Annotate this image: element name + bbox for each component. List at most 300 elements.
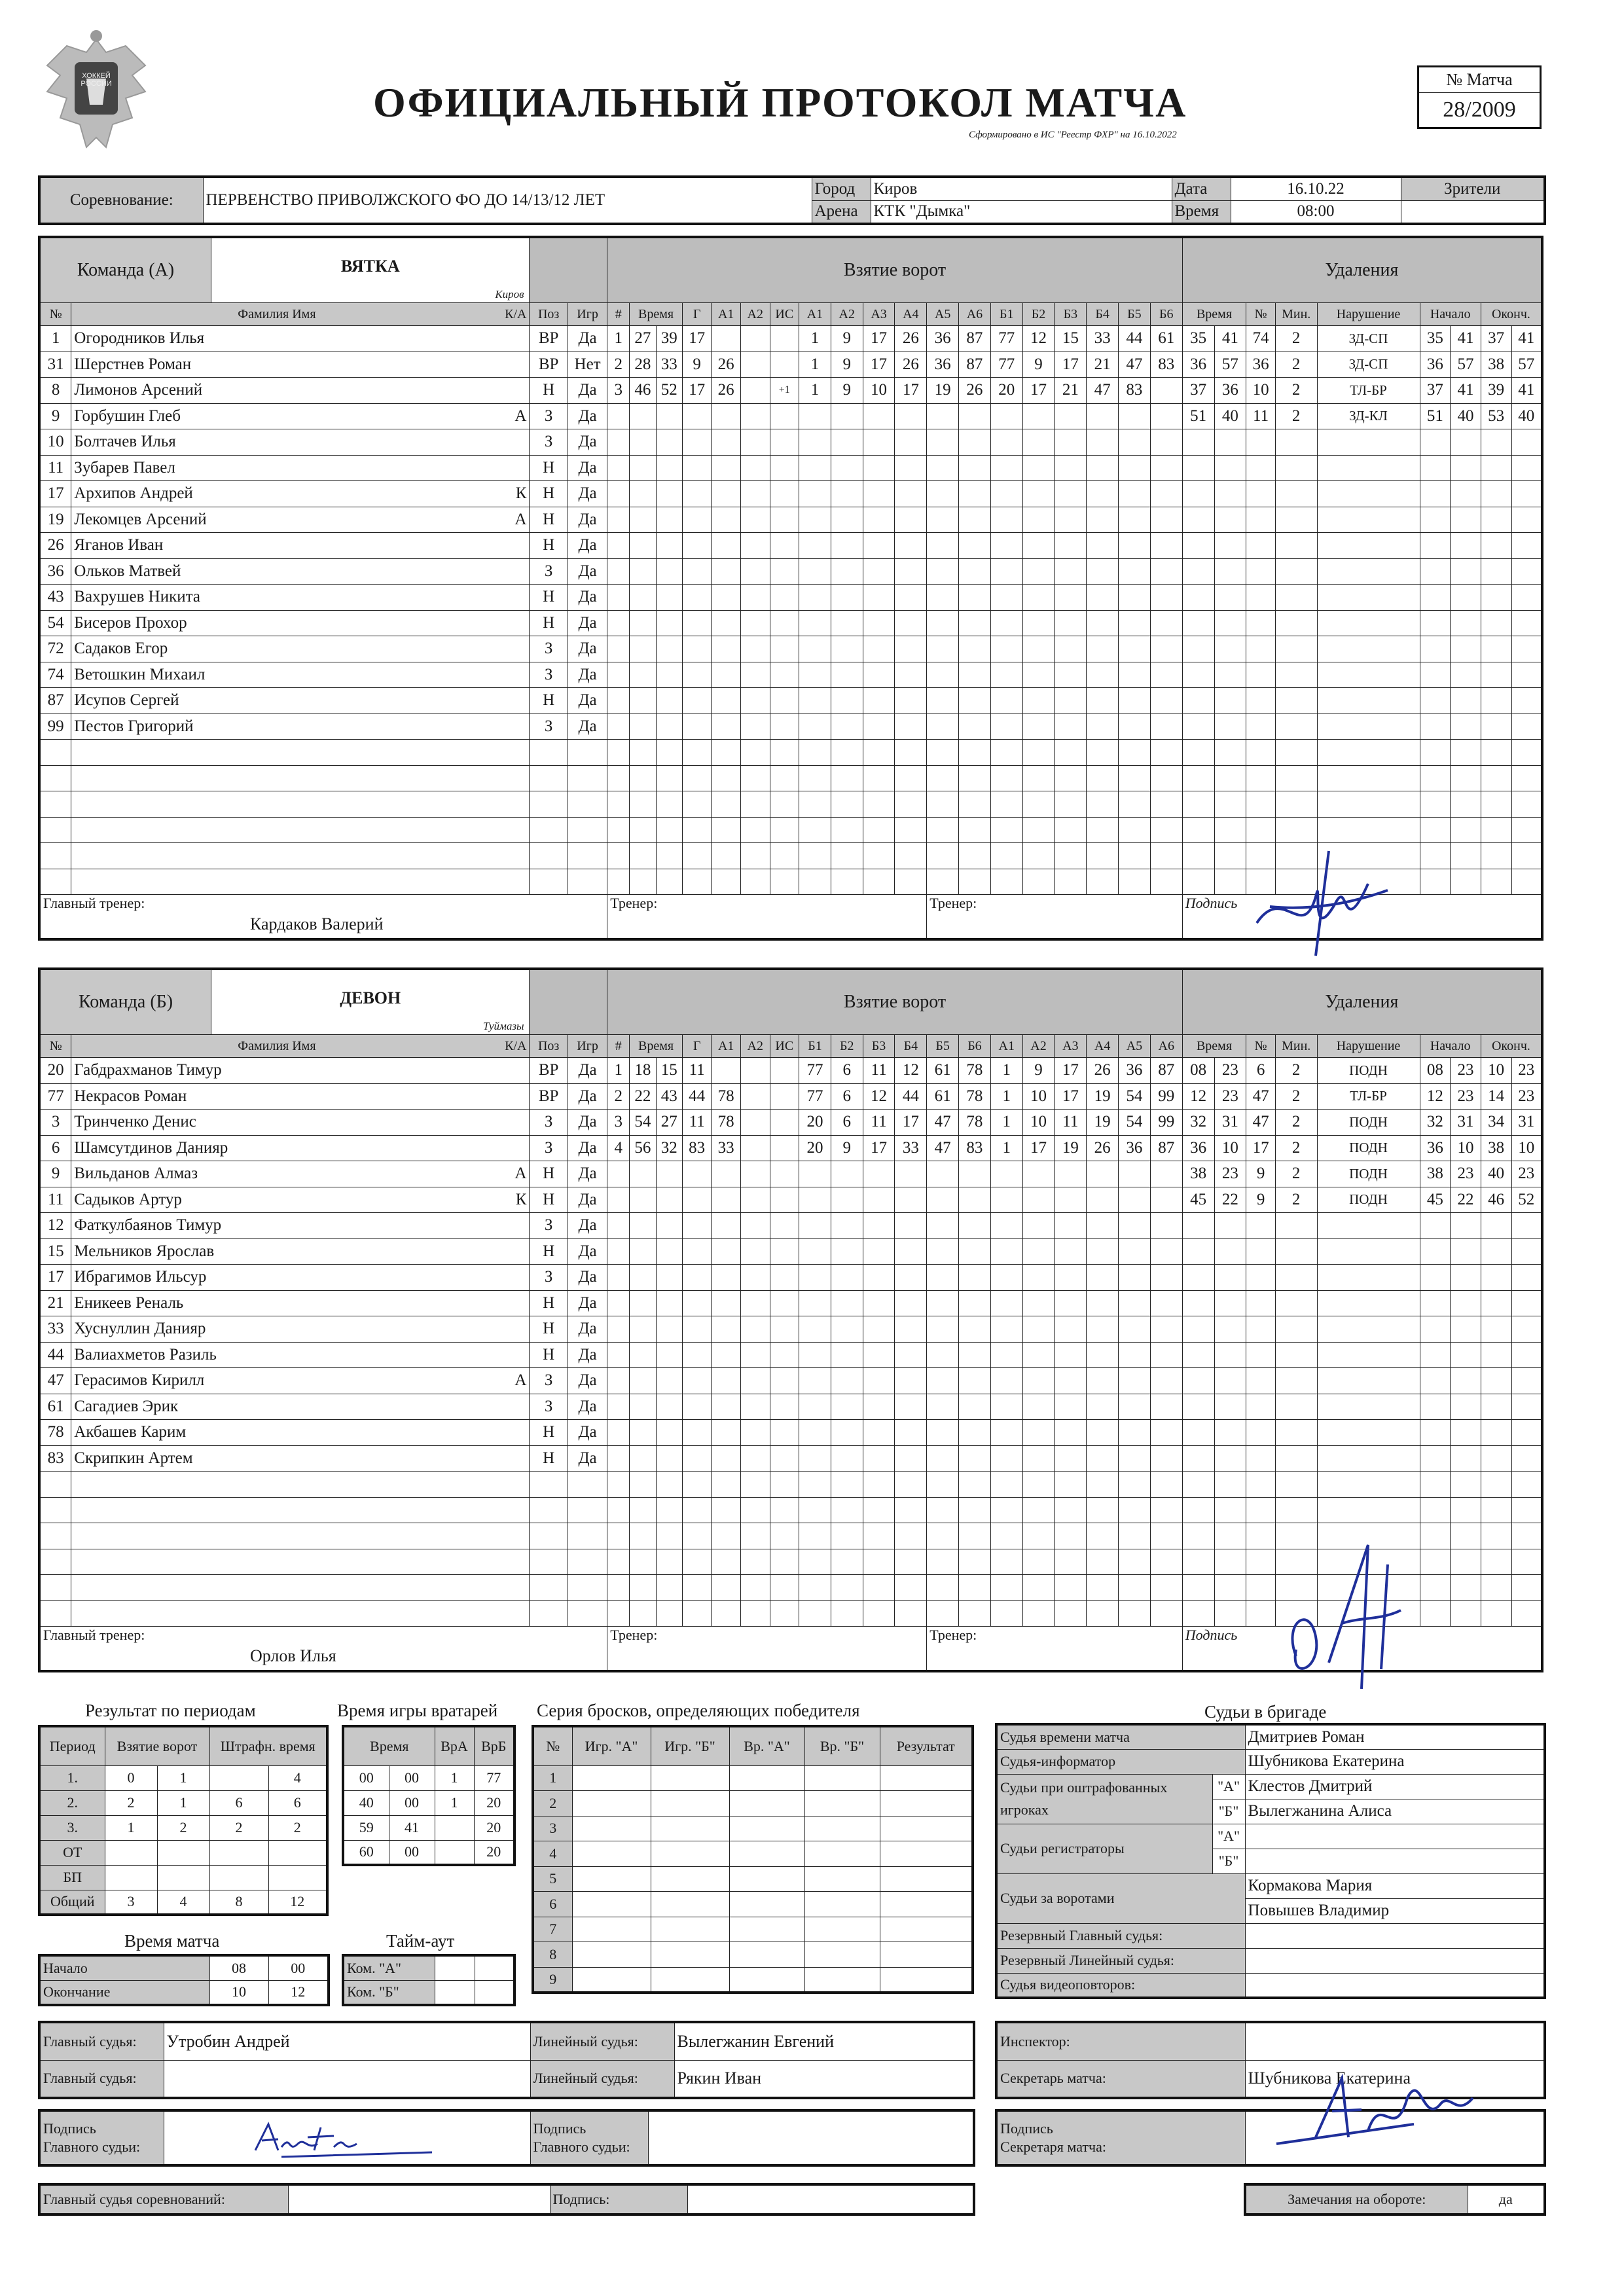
pen-ss: 10 — [1451, 1135, 1481, 1161]
goal-onice-opp: 15 — [1055, 326, 1087, 352]
pen-no: 9 — [1246, 1187, 1276, 1213]
player-pos: З — [530, 1394, 568, 1420]
goalie-min: 60 — [343, 1840, 389, 1865]
table-row — [39, 1135, 1542, 1161]
penalty-a-tag: "А" — [1212, 1774, 1245, 1799]
remarks-label: Замечания на обороте: — [1245, 2184, 1468, 2214]
penalty-b-tag: "Б" — [1212, 1799, 1245, 1824]
referees-table — [995, 1723, 1546, 1999]
goal-onice-opp: 1 — [990, 1058, 1022, 1084]
goal-onice-own: 83 — [959, 1135, 991, 1161]
period-pen-a: 8 — [209, 1890, 268, 1915]
page-title: ОФИЦИАЛЬНЫЙ ПРОТОКОЛ МАТЧА — [373, 79, 1187, 126]
player-pos: Н — [530, 378, 568, 404]
goal-a2 — [740, 1083, 770, 1110]
timekeeper-label: Судья времени матча — [996, 1724, 1245, 1749]
player-played: Да — [568, 481, 607, 507]
goalie-a — [435, 1815, 474, 1840]
col-pen-end: Оконч. — [1481, 303, 1542, 326]
penalty-judge-a: Клестов Дмитрий — [1245, 1774, 1545, 1799]
pen-m: 38 — [1182, 1161, 1214, 1187]
player-no: 47 — [39, 1368, 71, 1394]
col-onice-own: Б5 — [927, 1035, 959, 1058]
col-onice-opp: А2 — [1022, 1035, 1055, 1058]
table-row — [39, 533, 1542, 559]
pen-m: 08 — [1182, 1058, 1214, 1084]
player-played: Да — [568, 662, 607, 688]
player-no: 78 — [39, 1420, 71, 1446]
shootout-col: Результат — [880, 1726, 973, 1765]
goalie-min: 40 — [343, 1790, 389, 1815]
col-pen-violation: Нарушение — [1317, 303, 1420, 326]
team_b-coach: Тренер: — [607, 1627, 927, 1671]
period-name: 2. — [39, 1790, 105, 1815]
pen-sm: 37 — [1420, 378, 1451, 404]
player-no: 20 — [39, 1058, 71, 1084]
period-pen-b — [268, 1840, 327, 1865]
goal-onice-own: 20 — [799, 1135, 831, 1161]
goal-onice-own: 77 — [799, 1083, 831, 1110]
match-number-box — [1417, 65, 1542, 129]
goal-onice-own: 87 — [959, 326, 991, 352]
goal-is — [770, 1083, 799, 1110]
pen-ss: 57 — [1451, 352, 1481, 378]
pen-es: 23 — [1511, 1058, 1542, 1084]
table-row — [533, 1841, 973, 1867]
table-row — [39, 1765, 327, 1790]
player-no: 33 — [39, 1316, 71, 1343]
col-onice-opp: А1 — [990, 1035, 1022, 1058]
remarks-value: да — [1468, 2184, 1545, 2214]
goal-onice-opp: 17 — [1022, 1135, 1055, 1161]
pen-m: 45 — [1182, 1187, 1214, 1213]
goal-onice-opp: 19 — [1087, 1083, 1119, 1110]
goal-is — [770, 1135, 799, 1161]
team_a-name: ВЯТКА — [340, 257, 400, 276]
player-name: Шерстнев Роман — [71, 352, 530, 378]
table-row — [39, 740, 1542, 766]
logo — [41, 26, 152, 160]
goal-onice-opp: 54 — [1119, 1083, 1151, 1110]
player-no: 31 — [39, 352, 71, 378]
goal-onice-own: 9 — [831, 1135, 863, 1161]
pen-no: 11 — [1246, 403, 1276, 429]
player-played: Да — [568, 378, 607, 404]
goal-is — [770, 1110, 799, 1136]
player-name: Вахрушев Никита — [71, 585, 530, 611]
goalie-sec: 00 — [389, 1790, 435, 1815]
col-pos: Поз — [530, 303, 568, 326]
col-goal-a1: А1 — [712, 1035, 741, 1058]
player-pos: ВР — [530, 1083, 568, 1110]
pen-violation: ЗД-СП — [1317, 326, 1420, 352]
goal-g: 11 — [682, 1110, 712, 1136]
spectators-label: Зрители — [1401, 177, 1545, 200]
pen-s: 23 — [1214, 1058, 1246, 1084]
goal-onice-opp: 36 — [1119, 1058, 1151, 1084]
goalie-sec: 41 — [389, 1815, 435, 1840]
goal-onice-own: 17 — [895, 1110, 927, 1136]
col-onice-own: А4 — [895, 303, 927, 326]
goal-g: 11 — [682, 1058, 712, 1084]
goal-onice-opp: 21 — [1087, 352, 1119, 378]
match-time-table — [38, 1954, 330, 2006]
goal-onice-own: 36 — [927, 352, 959, 378]
col-pen-min: Мин. — [1275, 303, 1317, 326]
goal-onice-opp: 1 — [990, 1083, 1022, 1110]
pen-m: 36 — [1182, 1135, 1214, 1161]
col-onice-opp: Б4 — [1087, 303, 1119, 326]
goalie-b: 77 — [474, 1765, 514, 1790]
table-row — [39, 558, 1542, 585]
secretary-signature — [1270, 2059, 1479, 2163]
player-name: Исупов Сергей — [71, 688, 530, 714]
competition-label: Соревнование: — [39, 177, 203, 224]
table-row — [39, 791, 1542, 818]
player-name: Герасимов Кирилл А — [71, 1368, 530, 1394]
team_a-header — [39, 237, 530, 303]
goal-a1 — [712, 326, 741, 352]
goal-onice-own: 87 — [959, 352, 991, 378]
goal-m: 27 — [630, 326, 656, 352]
pen-no: 9 — [1246, 1161, 1276, 1187]
player-no: 10 — [39, 429, 71, 456]
goal-onice-opp: 19 — [1087, 1110, 1119, 1136]
table-row — [533, 1942, 973, 1968]
goalie-min: 59 — [343, 1815, 389, 1840]
player-no: 3 — [39, 1110, 71, 1136]
period-goals-b: 4 — [157, 1890, 209, 1915]
table-row — [39, 585, 1542, 611]
goal-onice-own: 17 — [863, 352, 895, 378]
table-row — [39, 1420, 1542, 1446]
player-name: Пестов Григорий — [71, 714, 530, 740]
pen-sm: 36 — [1420, 1135, 1451, 1161]
player-name: Лимонов Арсений — [71, 378, 530, 404]
time-label: Время — [1172, 200, 1231, 224]
table-row — [533, 1765, 973, 1791]
table-row — [39, 688, 1542, 714]
player-played: Да — [568, 714, 607, 740]
pen-es: 23 — [1511, 1161, 1542, 1187]
goal-s: 27 — [656, 1110, 682, 1136]
table-row — [39, 817, 1542, 843]
penalty-judge-b: Вылегжанина Алиса — [1245, 1799, 1545, 1824]
pen-s: 40 — [1214, 403, 1246, 429]
player-played: Да — [568, 1445, 607, 1472]
shootout-table — [532, 1725, 974, 1994]
col-goals: Взятие ворот — [105, 1726, 209, 1765]
period-name: БП — [39, 1865, 105, 1890]
table-row — [343, 1840, 514, 1865]
pen-m: 51 — [1182, 403, 1214, 429]
goal-a1: 78 — [712, 1110, 741, 1136]
goal-onice-own: 19 — [927, 378, 959, 404]
secretary-label: Секретарь матча: — [996, 2060, 1245, 2098]
date-label: Дата — [1172, 177, 1231, 200]
pen-es: 57 — [1511, 352, 1542, 378]
table-row — [39, 1161, 1542, 1187]
table-row — [39, 1815, 327, 1840]
date: 16.10.22 — [1231, 177, 1401, 200]
player-no: 72 — [39, 636, 71, 662]
city: Киров — [871, 177, 1172, 200]
goal-a2 — [740, 1110, 770, 1136]
col-goal-a2: А2 — [740, 303, 770, 326]
col-pen-start: Начало — [1420, 1035, 1481, 1058]
table-row — [343, 1765, 514, 1790]
table-row — [39, 1790, 327, 1815]
goal-a1: 78 — [712, 1083, 741, 1110]
period-pen-b — [268, 1865, 327, 1890]
pen-ss: 41 — [1451, 326, 1481, 352]
pen-min: 2 — [1275, 1187, 1317, 1213]
col-onice-opp: А3 — [1055, 1035, 1087, 1058]
pen-sm: 45 — [1420, 1187, 1451, 1213]
player-pos: Н — [530, 585, 568, 611]
period-goals-a: 1 — [105, 1815, 157, 1840]
info-bar — [38, 175, 1546, 225]
team_a-goals-title: Взятие ворот — [607, 237, 1182, 303]
player-name: Лекомцев Арсений А — [71, 507, 530, 533]
goal-onice-opp: 44 — [1119, 326, 1151, 352]
timekeeper: Дмитриев Роман — [1245, 1724, 1545, 1749]
goal-s: 15 — [656, 1058, 682, 1084]
player-pos: Н — [530, 1445, 568, 1472]
goal-n: 3 — [607, 378, 630, 404]
player-name: Сагадиев Эрик — [71, 1394, 530, 1420]
player-name: Фаткулбаянов Тимур — [71, 1213, 530, 1239]
col-onice-own: Б3 — [863, 1035, 895, 1058]
goal-onice-own: 47 — [927, 1110, 959, 1136]
goal-onice-opp: 36 — [1119, 1135, 1151, 1161]
col-name: Фамилия Имя К/А — [71, 1035, 530, 1058]
pen-em: 38 — [1481, 1135, 1511, 1161]
player-no: 54 — [39, 610, 71, 636]
registrar-a-tag: "А" — [1212, 1824, 1245, 1849]
period-name: ОТ — [39, 1840, 105, 1865]
pen-violation: ПОДН — [1317, 1135, 1420, 1161]
player-played: Да — [568, 1394, 607, 1420]
table-row — [39, 326, 1542, 352]
shootout-col: № — [533, 1726, 572, 1765]
goal-s: 52 — [656, 378, 682, 404]
goal-m: 56 — [630, 1135, 656, 1161]
goal-onice-opp: 33 — [1087, 326, 1119, 352]
player-played: Да — [568, 507, 607, 533]
goal-is — [770, 352, 799, 378]
period-goals-b: 1 — [157, 1790, 209, 1815]
goal-onice-own: 6 — [831, 1058, 863, 1084]
pen-violation: ПОДН — [1317, 1058, 1420, 1084]
col-onice-opp: А4 — [1087, 1035, 1119, 1058]
col-pen-time: Время — [1182, 303, 1246, 326]
pen-min: 2 — [1275, 1058, 1317, 1084]
pen-no: 47 — [1246, 1083, 1276, 1110]
pen-em: 39 — [1481, 378, 1511, 404]
table-row — [39, 1472, 1542, 1498]
period-pen-b: 2 — [268, 1815, 327, 1840]
col-onice-opp: Б2 — [1022, 303, 1055, 326]
pen-no: 17 — [1246, 1135, 1276, 1161]
pen-s: 31 — [1214, 1110, 1246, 1136]
table-row — [39, 1445, 1542, 1472]
pen-min: 2 — [1275, 378, 1317, 404]
pen-s: 36 — [1214, 378, 1246, 404]
player-name: Тринченко Денис — [71, 1110, 530, 1136]
goal-onice-opp: 1 — [990, 1135, 1022, 1161]
player-played: Да — [568, 429, 607, 456]
goal-g: 44 — [682, 1083, 712, 1110]
goalie-b: 20 — [474, 1815, 514, 1840]
goal-onice-own: 1 — [799, 326, 831, 352]
team_b-signature: Подпись — [1182, 1627, 1542, 1671]
period-goals-a — [105, 1840, 157, 1865]
goal-onice-opp: 12 — [1022, 326, 1055, 352]
secretary: Шубникова Екатерина — [1245, 2060, 1545, 2098]
player-played: Да — [568, 533, 607, 559]
table-row — [39, 1890, 327, 1915]
signature-table — [38, 2109, 975, 2167]
timeout-a-label: Ком. "А" — [343, 1955, 435, 1980]
goal-onice-opp: 99 — [1150, 1110, 1182, 1136]
shootout-no: 9 — [533, 1967, 572, 1993]
pen-violation: ЗД-КЛ — [1317, 403, 1420, 429]
player-no: 12 — [39, 1213, 71, 1239]
player-pos: Н — [530, 1290, 568, 1316]
player-played: Да — [568, 610, 607, 636]
col-onice-opp: Б6 — [1150, 303, 1182, 326]
goalie-sec: 00 — [389, 1840, 435, 1865]
time: 08:00 — [1231, 200, 1401, 224]
shootout-no: 7 — [533, 1917, 572, 1942]
player-pos: Н — [530, 1187, 568, 1213]
goal-onice-own: 17 — [895, 378, 927, 404]
player-pos: З — [530, 714, 568, 740]
player-played: Да — [568, 326, 607, 352]
pen-ss: 41 — [1451, 378, 1481, 404]
goal-is — [770, 1058, 799, 1084]
pen-violation: ПОДН — [1317, 1161, 1420, 1187]
shootout-col: Вр. "А" — [729, 1726, 804, 1765]
col-onice-opp: Б5 — [1119, 303, 1151, 326]
col-pen-min: Мин. — [1275, 1035, 1317, 1058]
pen-es: 52 — [1511, 1187, 1542, 1213]
pen-ss: 23 — [1451, 1058, 1481, 1084]
pen-ss: 31 — [1451, 1110, 1481, 1136]
start-hour: 08 — [209, 1955, 268, 1980]
team-a-section — [38, 236, 1543, 941]
goal-a2 — [740, 1058, 770, 1084]
inspector-label: Инспектор: — [996, 2022, 1245, 2060]
goal-a2 — [740, 378, 770, 404]
player-name: Садыков Артур К — [71, 1187, 530, 1213]
shootout-no: 8 — [533, 1942, 572, 1968]
pen-sm: 08 — [1420, 1058, 1451, 1084]
player-name: Болтачев Илья — [71, 429, 530, 456]
end-label: Окончание — [39, 1980, 209, 2005]
player-no: 19 — [39, 507, 71, 533]
goal-onice-opp: 26 — [1087, 1058, 1119, 1084]
team_b-head-coach: Главный тренер: Орлов Илья — [39, 1627, 607, 1671]
goal-s: 33 — [656, 352, 682, 378]
player-no: 1 — [39, 326, 71, 352]
pen-min: 2 — [1275, 1083, 1317, 1110]
col-pos: Поз — [530, 1035, 568, 1058]
player-name: Акбашев Карим — [71, 1420, 530, 1446]
main-ref-2 — [164, 2060, 530, 2098]
player-played: Нет — [568, 352, 607, 378]
player-no: 8 — [39, 378, 71, 404]
pen-m: 37 — [1182, 378, 1214, 404]
period-pen-a: 6 — [209, 1790, 268, 1815]
shootout-no: 5 — [533, 1866, 572, 1892]
goal-onice-own: 26 — [959, 378, 991, 404]
col-played: Игр — [568, 303, 607, 326]
goal-n: 2 — [607, 352, 630, 378]
col-goalie-a: ВрА — [435, 1726, 474, 1765]
goal-onice-opp: 77 — [990, 352, 1022, 378]
goal-onice-opp: 17 — [1055, 1058, 1087, 1084]
col-pen-start: Начало — [1420, 303, 1481, 326]
goal-s: 39 — [656, 326, 682, 352]
table-row — [39, 1238, 1542, 1265]
timeout-b-label: Ком. "Б" — [343, 1980, 435, 2005]
shootout-col: Игр. "А" — [572, 1726, 651, 1765]
table-row — [39, 1497, 1542, 1523]
player-played: Да — [568, 1187, 607, 1213]
team_a-city: Киров — [495, 288, 524, 300]
goal-onice-own: 9 — [831, 326, 863, 352]
pen-es: 41 — [1511, 378, 1542, 404]
player-played: Да — [568, 585, 607, 611]
player-pos: Н — [530, 688, 568, 714]
player-no: 17 — [39, 481, 71, 507]
col-onice-own: Б2 — [831, 1035, 863, 1058]
period-pen-b: 4 — [268, 1765, 327, 1790]
col-pen-no: № — [1246, 1035, 1276, 1058]
pen-em: 34 — [1481, 1110, 1511, 1136]
shootout-no: 6 — [533, 1892, 572, 1917]
goal-onice-opp: 10 — [1022, 1083, 1055, 1110]
player-no: 43 — [39, 585, 71, 611]
goal-g: 9 — [682, 352, 712, 378]
table-row — [39, 481, 1542, 507]
col-goal-a2: А2 — [740, 1035, 770, 1058]
table-row — [39, 714, 1542, 740]
pen-no: 10 — [1246, 378, 1276, 404]
goal-a1 — [712, 1058, 741, 1084]
player-pos: Н — [530, 455, 568, 481]
player-played: Да — [568, 1135, 607, 1161]
player-played: Да — [568, 688, 607, 714]
player-no: 15 — [39, 1238, 71, 1265]
team_a-signature: Подпись — [1182, 895, 1542, 939]
team_b-label: Команда (Б) — [41, 970, 211, 1034]
col-onice-own: А2 — [831, 303, 863, 326]
col-onice-own: А6 — [959, 303, 991, 326]
period-pen-b: 6 — [268, 1790, 327, 1815]
pen-min: 2 — [1275, 326, 1317, 352]
spectators — [1401, 200, 1545, 224]
table-row — [533, 1866, 973, 1892]
player-played: Да — [568, 1265, 607, 1291]
table-row — [39, 352, 1542, 378]
match-time-title: Время матча — [124, 1931, 220, 1951]
player-no: 74 — [39, 662, 71, 688]
goal-onice-own: 9 — [831, 352, 863, 378]
player-no: 83 — [39, 1445, 71, 1472]
